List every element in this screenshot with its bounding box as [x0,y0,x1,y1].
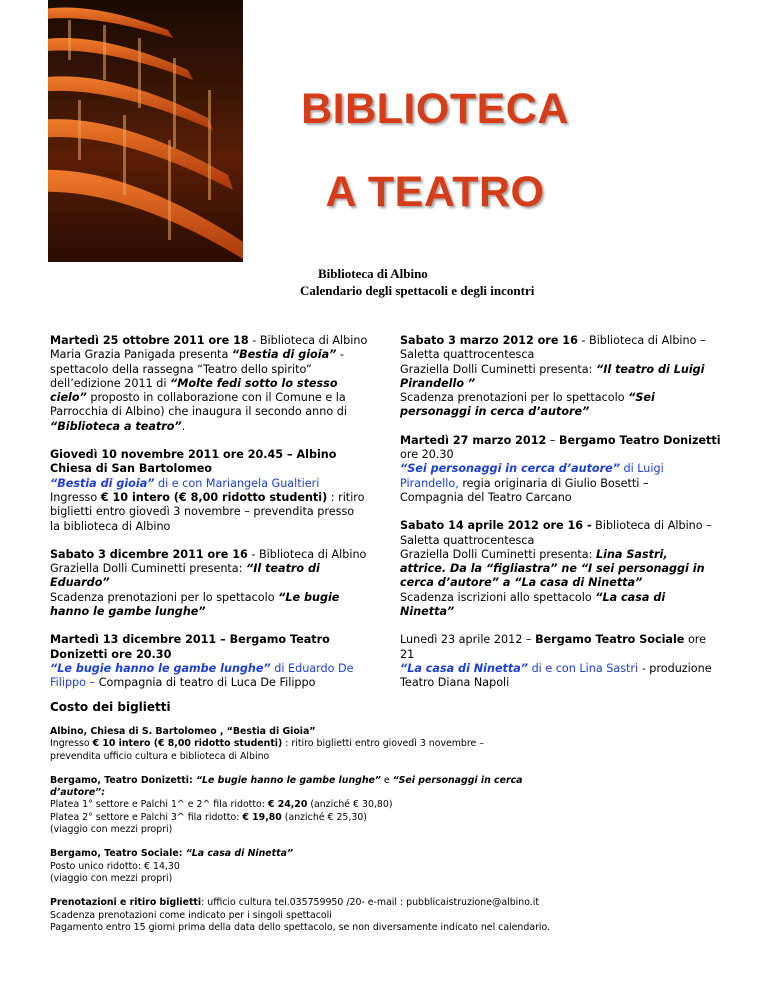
event-item: Martedì 13 dicembre 2011 – Bergamo Teatro Donizetti ore 20.30 “Le bugie hanno le gambe lunghe” di Eduardo De Filippo – Compagnia di teatro di Luca De Filippo [50,633,354,690]
subheading [300,265,534,299]
event-item: Sabato 3 dicembre 2011 ore 16 - Biblioteca di Albino Graziella Dolli Cuminetti presenta: “Il teatro di Eduardo” Scadenza prenotazioni per lo spettacolo “Le bugie hanno le gambe lunghe” [50,547,367,619]
title-line-2: A TEATRO [325,168,545,216]
costs-heading: Costo dei biglietti [50,700,171,714]
event-item: Lunedì 23 aprile 2012 – Bergamo Teatro Sociale ore 21 “La casa di Ninetta” di e con Lina Sastri - produzione Teatro Diana Napoli [400,633,712,690]
theatre-seats-photo [48,0,243,262]
title-line-1: BIBLIOTECA [301,85,569,133]
event-item: Sabato 3 marzo 2012 ore 16 - Biblioteca di Albino – Saletta quattrocentesca Graziella Dolli Cuminetti presenta: “Il teatro di Luigi Pirandello ” Scadenza prenotazioni per lo spettacolo “Sei personaggi in cerca d’autore” [400,334,706,419]
event-item: Sabato 14 aprile 2012 ore 16 - Biblioteca di Albino – Saletta quattrocentesca Graziella Dolli Cuminetti presenta: Lina Sastri, attrice. Da la “figliastra” ne “I sei personaggi in cerca d’autore” a “La casa di Ninetta” Scadenza iscrizioni allo spettacolo “La casa di Ninetta” [400,519,712,619]
seats-illustration [48,0,243,262]
cost-block-booking: Prenotazioni e ritiro biglietti: ufficio cultura tel.035759950 /20- e-mail : pubblicaistruzione@albino.it Scadenza prenotazioni come indicato per i singoli spettacoli Pagamento entro 15 giorni prima della data dello spettacolo, se non diversamente indicato nel calendario. [50,897,551,933]
event-item: Martedì 25 ottobre 2011 ore 18 - Biblioteca di Albino Maria Grazia Panigada presenta “Bestia di gioia” - spettacolo della rassegna “Teatro dello spirito” dell’edizione 2011 di “Molte fedi sotto lo stesso cielo” proposto in collaborazione con il Comune e la Parrocchia di Albino) che inaugura il secondo anno di “Biblioteca a teatro”. [50,334,368,433]
cost-block: Bergamo, Teatro Sociale: “La casa di Ninetta” Posto unico ridotto: € 14,30 (viaggio con mezzi propri) [50,848,293,884]
subheading-library: Biblioteca di Albino [318,266,428,281]
subheading-calendar: Calendario degli spettacoli e degli incontri [300,283,535,298]
events-left-column [50,334,372,705]
cost-block: Albino, Chiesa di S. Bartolomeo , “Bestia di Gioia” Ingresso € 10 intero (€ 8,00 ridotto studenti) : ritiro biglietti entro giovedì 3 novembre – prevendita ufficio cultura e biblioteca di Albino [50,726,484,762]
ticket-costs-section [50,700,740,946]
cost-block: Bergamo, Teatro Donizetti: “Le bugie hanno le gambe lunghe” e “Sei personaggi in cerca d’autore”: Platea 1° settore e Palchi 1^ e 2^ fila ridotto: € 24,20 (anziché € 30,80) Platea 2° settore e Palchi 3^ fila ridotto: € 19,80 (anziché € 25,30) (viaggio con mezzi propri) [50,774,523,836]
events-right-column [400,334,740,705]
event-item: Giovedì 10 novembre 2011 ore 20.45 – Albino Chiesa di San Bartolomeo “Bestia di gioia” di e con Mariangela Gualtieri Ingresso € 10 intero (€ 8,00 ridotto studenti) : ritiro biglietti entro giovedì 3 novembre – prevendita presso la biblioteca di Albino [50,448,365,533]
event-item: Martedì 27 marzo 2012 – Bergamo Teatro Donizetti ore 20.30 “Sei personaggi in cerca d’autore” di Luigi Pirandello, regia originaria di Giulio Bosetti – Compagnia del Teatro Carcano [400,433,721,504]
